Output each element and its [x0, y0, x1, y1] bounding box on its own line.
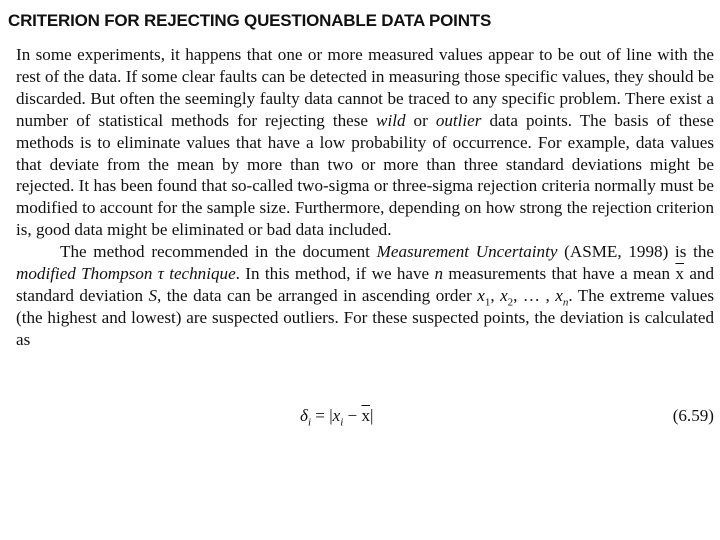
p1-text-b: data points. The basis of these methods is to eliminate values that have a low probability of occurrence. For example, data values that deviate from the mean by more than two or more than three standard deviations might be rejected. It has been found that so-called two-sigma or three-sigma rejection criteria normally must be modified to account for the sample size. Furthermore, depending on how strong the rejection criterion is, good data might be eliminated or bad data included.	[16, 110, 714, 240]
p2-text-d: measurements that have a mean	[443, 264, 676, 284]
document-title: Measurement Uncertainty	[376, 242, 558, 262]
variable-xn: x	[555, 285, 563, 305]
term-wild: wild	[376, 110, 406, 130]
section-heading: CRITERION FOR REJECTING QUESTIONABLE DATA POINTS	[8, 11, 492, 30]
equation-row	[16, 406, 714, 430]
p2-text-e: and standard deviation	[16, 264, 714, 305]
eq-delta: δ	[300, 406, 308, 425]
eq-xi: x	[332, 406, 341, 425]
variable-s: S	[148, 285, 158, 305]
p2-text-f: , the data can be arranged in ascending order	[157, 285, 478, 305]
paragraph-1	[16, 44, 714, 241]
variable-x2: x	[500, 285, 508, 305]
p2-text-a: The method recommended in the document	[60, 242, 377, 262]
eq-delta-subscript: i	[307, 416, 312, 429]
subscript-n: n	[562, 296, 569, 309]
p1-connector: or	[405, 110, 436, 130]
mean-symbol: $\overline{x}$	[675, 264, 684, 284]
paragraph-2	[16, 241, 714, 351]
p2-text-g: . The extreme values (the highest and lowest) are suspected outliers. For these suspected points, the deviation is calculated as	[16, 285, 714, 349]
p2-text-c: . In this method, if we have	[235, 264, 435, 284]
eq-xbar: $\overline{x}$	[361, 406, 371, 425]
technique-name: modified Thompson τ technique	[16, 264, 236, 284]
subscript-1: 1	[484, 296, 491, 309]
eq-xi-subscript: i	[340, 416, 344, 429]
variable-n: n	[434, 264, 444, 284]
separator-1: ,	[490, 285, 501, 305]
eq-equals: = |	[311, 406, 333, 425]
equation-number: (6.59)	[672, 406, 714, 425]
eq-close: |	[370, 406, 374, 425]
p2-text-b: (ASME, 1998) is the	[557, 242, 715, 262]
variable-x1: x	[477, 285, 485, 305]
p1-text-a: In some experiments, it happens that one or more measured values appear to be out of line with the rest of the data. If some clear faults can be detected in measuring those specific values, they should be discarded. But often the seemingly faulty data cannot be traced to any specific problem. There exist a number of statistical methods for rejecting these	[16, 45, 714, 130]
separator-2: , … ,	[513, 285, 556, 305]
body-text	[16, 44, 714, 351]
eq-minus: −	[343, 406, 362, 425]
term-outlier: outlier	[435, 110, 482, 130]
deviation-equation	[300, 406, 374, 429]
subscript-2: 2	[507, 296, 514, 309]
